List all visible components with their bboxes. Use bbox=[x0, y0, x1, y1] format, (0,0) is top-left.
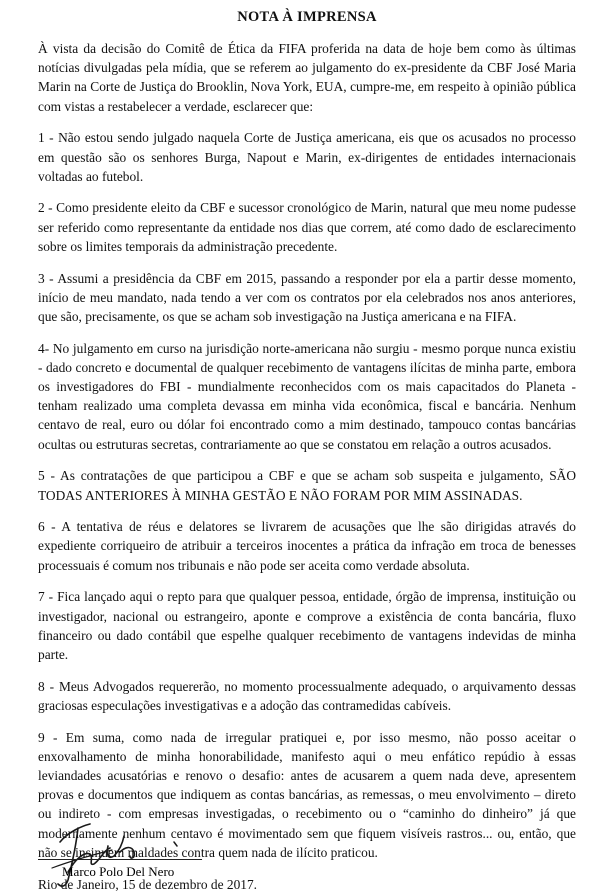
paragraph-3: 3 - Assumi a presidência da CBF em 2015, passando a responder por ela a partir desse momento, início de meu mandato, nada tendo a ver com os contratos por ela celebrados nos anos anteriores, que são, precisamente, os que se acham sob investigação na Justiça americana e na FIFA. bbox=[38, 270, 576, 324]
paragraph-6: 6 - A tentativa de réus e delatores se livrarem de acusações que lhe são dirigidas através do expediente corriqueiro de atribuir a terceiros inocentes a prática da infração em troca de benesses processuais é comum nos tribunais e não pode ser aceita como verdade absoluta. bbox=[38, 519, 576, 573]
handwritten-signature bbox=[38, 812, 198, 892]
signer-name: Marco Polo Del Nero bbox=[62, 864, 175, 879]
paragraph-1: 1 - Não estou sendo julgado naquela Corte de Justiça americana, eis que os acusados no processo em questão são os senhores Burga, Napout e Marin, ex-dirigentes de entidades internacionais voltadas ao futebol. bbox=[38, 130, 576, 184]
paragraph-4: 4- No julgamento em curso na jurisdição norte-americana não surgiu - mesmo porque nunca existiu - dado concreto e documental de qualquer recebimento de vantagens ilícitas de minha parte, embora os investigadores do FBI - mundialmente reconhecidos com os mais capacitados do Planeta - tenham realizado uma completa devassa em minha vida econômica, fiscal e bancária. Nenhum centavo de real, euro ou dólar foi encontrado como a mim destinado, tampouco contas bancárias ocultas ou estruturas secretas, contrariamente ao que se constatou em relação a outros acusados. bbox=[38, 340, 576, 452]
paragraph-8: 8 - Meus Advogados requererão, no momento processualmente adequado, o arquivamento dessas graciosas especulações investigativas e a adoção das contramedidas cabíveis. bbox=[38, 678, 576, 713]
paragraph-intro: À vista da decisão do Comitê de Ética da FIFA proferida na data de hoje bem como às últimas notícias divulgadas pela mídia, que se referem ao julgamento do ex-presidente da CBF José Maria Marin na Corte de Justiça do Brooklin, Nova York, EUA, cumpre-me, em respeito à opinião pública com vistas a restabelecer a verdade, esclarecer que: bbox=[38, 41, 576, 114]
place-date: Rio de Janeiro, 15 de dezembro de 2017. bbox=[38, 876, 258, 892]
paragraph-5: 5 - As contratações de que participou a CBF e que se acham sob suspeita e julgamento, SÃO TODAS ANTERIORES À MINHA GESTÃO E NÃO FORAM POR MIM ASSINADAS. bbox=[38, 468, 576, 503]
signature-block bbox=[38, 812, 278, 892]
paragraph-9: 9 - Em suma, como nada de irregular pratiquei e, por isso mesmo, não posso aceitar o enxovalhamento de minha honorabilidade, manifesto aqui o meu enfático repúdio à essas leviandades acusatórias e renovo o desafio: antes de acusarem a quem nada deve, apresentem provas e documentos que indiquem as contas bancárias, as remessas, o meu envolvimento – direto ou indireto - com empresas investigadas, o recebimento ou o “caminho do dinheiro” já que modernamente nenhum centavo é movimentado sem que fiquem visíveis rastros... ou, então, que não se insinuem maldades contra quem nada de ilícito praticou. bbox=[38, 729, 576, 860]
paragraph-7: 7 - Fica lançado aqui o repto para que qualquer pessoa, entidade, órgão de imprensa, instituição ou investigador, nacional ou estrangeiro, aponte e comprove a existência de conta bancária, fluxo financeiro ou dado contábil que espelhe qualquer recebimento de vantagens indevidas de minha parte. bbox=[38, 589, 576, 662]
paragraph-2: 2 - Como presidente eleito da CBF e sucessor cronológico de Marin, natural que meu nome pudesse ser referido como representante da entidade nos dias que correm, até como dado de esclarecimento sobre os limites temporais da administração precedente. bbox=[38, 200, 576, 254]
signature-line bbox=[38, 859, 202, 860]
document-title: NOTA À IMPRENSA bbox=[237, 9, 377, 25]
